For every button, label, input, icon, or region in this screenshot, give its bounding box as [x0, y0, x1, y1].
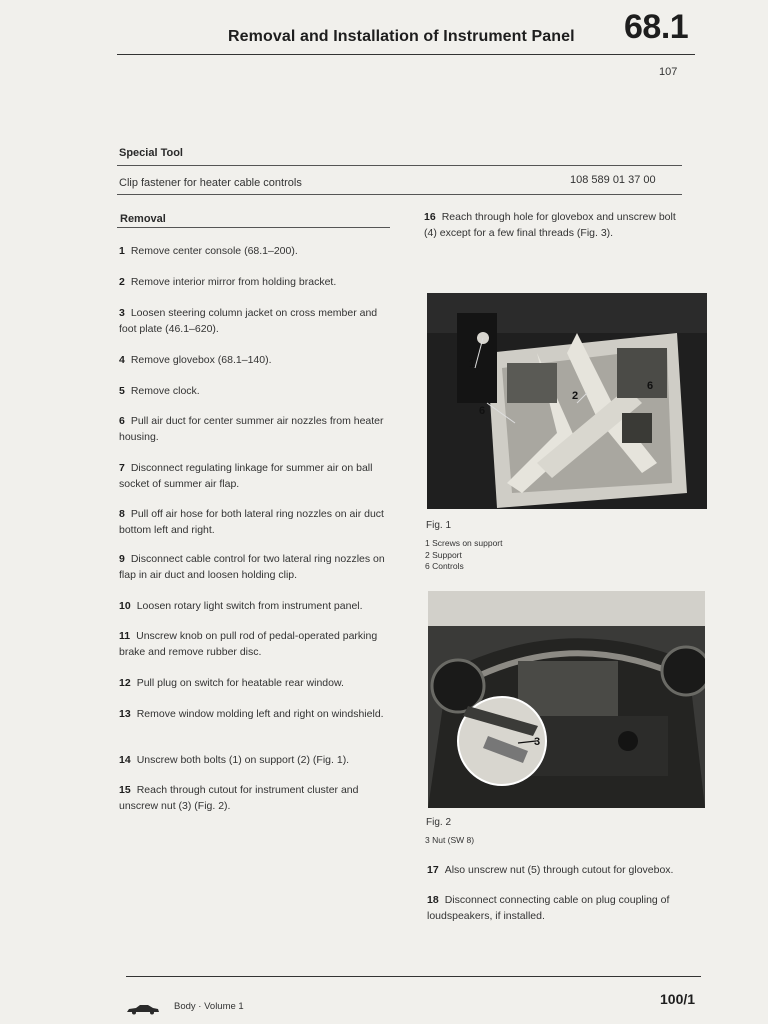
footer-text: Body · Volume 1	[174, 1001, 244, 1012]
fig1-callout-1: 1	[469, 358, 476, 370]
fig1-legend-2: 2 Support	[425, 549, 462, 560]
fig1-legend-1: 1 Screws on support	[425, 538, 503, 548]
figure-1-label: Fig. 1	[426, 520, 452, 531]
removal-heading: Removal	[120, 213, 166, 225]
figure-1-photo	[427, 293, 707, 509]
step-14: 14 Unscrew both bolts (1) on support (2) (Fig. 1).	[119, 754, 350, 766]
step-9: 9 Disconnect cable control for two lateral ring nozzles on flap in air duct and loosen holding clip.	[119, 553, 385, 581]
step-3: 3 Loosen steering column jacket on cross member and foot plate (46.1–620).	[119, 307, 378, 335]
page-title: Removal and Installation of Instrument Panel	[228, 28, 575, 45]
step-13: 13 Remove window molding left and right on windshield.	[119, 708, 384, 720]
figure-2-legend	[425, 835, 474, 847]
special-tool-top-rule	[117, 165, 682, 166]
step-15: 15 Reach through cutout for instrument cluster and unscrew nut (3) (Fig. 2).	[119, 784, 359, 812]
page-number: 107	[659, 66, 678, 78]
step-8: 8 Pull off air hose for both lateral ring nozzles on air duct bottom left and right.	[119, 508, 384, 536]
step-11: 11 Unscrew knob on pull rod of pedal-operated parking brake and remove rubber disc.	[119, 630, 378, 658]
step-6: 6 Pull air duct for center summer air nozzles from heater housing.	[119, 415, 384, 443]
fig1-callout-6a: 6	[479, 405, 486, 417]
step-17: 17 Also unscrew nut (5) through cutout for glovebox.	[427, 864, 674, 876]
step-12: 12 Pull plug on switch for heatable rear window.	[119, 677, 344, 689]
fig1-callout-6b: 6	[647, 380, 654, 392]
fig1-legend-6: 6 Controls	[425, 561, 464, 571]
footer-divider	[126, 976, 701, 977]
fig1-callout-2: 2	[572, 390, 579, 402]
fig2-callout-3: 3	[534, 736, 541, 748]
special-tool-bottom-rule	[117, 194, 682, 195]
footer-page-number: 100/1	[660, 991, 696, 1007]
fig2-legend-3: 3 Nut (SW 8)	[425, 835, 475, 845]
step-7: 7 Disconnect regulating linkage for summer air on ball socket of summer air flap.	[119, 462, 373, 490]
special-tool-number: 108 589 01 37 00	[570, 174, 656, 186]
step-5: 5 Remove clock.	[119, 385, 200, 397]
header-divider	[117, 54, 695, 55]
figure-1-legend	[425, 538, 502, 573]
car-icon	[126, 1002, 160, 1020]
step-10: 10 Loosen rotary light switch from instrument panel.	[119, 600, 363, 612]
step-1: 1 Remove center console (68.1–200).	[119, 245, 298, 257]
figure-2-photo	[428, 591, 705, 808]
figure-2-label: Fig. 2	[426, 817, 452, 828]
section-number: 68.1	[624, 8, 689, 46]
special-tool-description: Clip fastener for heater cable controls	[119, 177, 302, 189]
step-16: 16 Reach through hole for glovebox and unscrew bolt (4) except for a few final threads (Fig. 3).	[424, 211, 676, 239]
removal-heading-rule	[117, 227, 390, 228]
step-4: 4 Remove glovebox (68.1–140).	[119, 354, 272, 366]
step-2: 2 Remove interior mirror from holding bracket.	[119, 276, 337, 288]
step-18: 18 Disconnect connecting cable on plug coupling of loudspeakers, if installed.	[427, 894, 670, 922]
special-tool-heading: Special Tool	[119, 147, 183, 159]
